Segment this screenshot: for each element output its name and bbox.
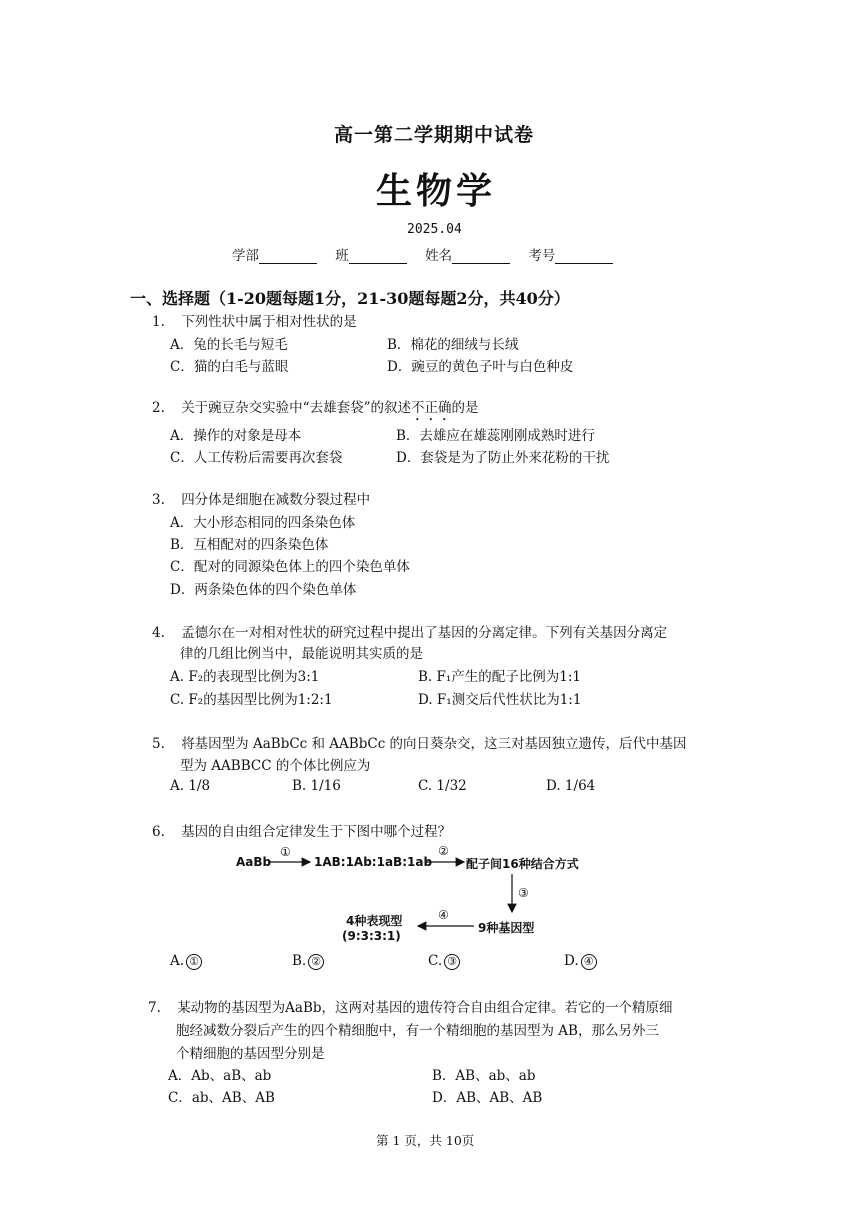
question-6 <box>152 820 451 840</box>
exam-title: 高一第二学期期中试卷 <box>334 124 535 146</box>
q5-option-c[interactable]: C. 1/32 <box>418 778 467 794</box>
diagram-genotypes: 9种基因型 <box>478 921 535 935</box>
q1-option-a[interactable]: A．兔的长毛与短毛 <box>170 337 288 353</box>
field-name-blank[interactable] <box>452 251 510 264</box>
question-number: 4. <box>152 625 165 641</box>
emphasized-text: 不正确 <box>411 400 452 416</box>
question-7 <box>148 996 673 1016</box>
q2-option-d[interactable]: D．套袋是为了防止外来花粉的干扰 <box>396 450 610 466</box>
step-marker: ① <box>186 954 202 970</box>
question-stem-line: 孟德尔在一对相对性状的研究过程中提出了基因的分离定律。下列有关基因分离定 <box>181 625 668 641</box>
field-department-label: 学部 <box>232 248 259 264</box>
question-number: 2. <box>152 400 165 416</box>
q6-option-b[interactable] <box>292 953 324 970</box>
stem-part: 的是 <box>451 400 479 416</box>
page-footer: 第 1 页，共 10页 <box>376 1133 475 1148</box>
q6-option-c[interactable] <box>428 953 460 970</box>
q4-option-a[interactable]: A. F₂的表现型比例为3:1 <box>170 669 320 685</box>
q2-option-a[interactable]: A．操作的对象是母本 <box>170 428 302 444</box>
q6-option-d[interactable] <box>564 953 597 970</box>
question-number: 1. <box>152 314 165 330</box>
q3-option-d[interactable]: D．两条染色体的四个染色单体 <box>170 582 357 598</box>
q2-option-b[interactable]: B．去雄应在雄蕊刚刚成熟时进行 <box>396 428 595 444</box>
diagram-step-1-label: ① <box>280 845 291 859</box>
question-1 <box>152 310 357 330</box>
subject-title: 生物学 <box>376 170 497 212</box>
field-class-blank[interactable] <box>349 251 407 264</box>
question-3 <box>152 488 370 508</box>
question-stem: 下列性状中属于相对性状的是 <box>181 314 357 330</box>
q1-option-d[interactable]: D．豌豆的黄色子叶与白色种皮 <box>387 359 574 375</box>
question-7-line2: 胞经减数分裂后产生的四个精细胞中，有一个精细胞的基因型为 AB，那么另外三 <box>176 1023 659 1039</box>
option-letter: D. <box>564 953 579 969</box>
field-department-blank[interactable] <box>259 251 317 264</box>
q5-option-d[interactable]: D. 1/64 <box>546 778 596 794</box>
q3-option-a[interactable]: A．大小形态相同的四条染色体 <box>170 515 356 531</box>
field-class-label: 班 <box>335 248 349 264</box>
step-marker: ④ <box>581 954 597 970</box>
question-stem: 基因的自由组合定律发生于下图中哪个过程？ <box>181 824 452 840</box>
q5-option-a[interactable]: A. 1/8 <box>170 778 211 794</box>
option-letter: C. <box>428 953 443 969</box>
q4-option-b[interactable]: B. F₁产生的配子比例为1:1 <box>418 669 582 685</box>
question-7-line3: 个精细胞的基因型分别是 <box>176 1046 325 1062</box>
student-info-fields <box>232 244 613 264</box>
diagram-phenotypes: 4种表现型 <box>346 914 403 928</box>
diagram-gametes: 1AB:1Ab:1aB:1ab <box>314 855 433 869</box>
question-number: 3. <box>152 492 165 508</box>
q5-option-b[interactable]: B. 1/16 <box>292 778 341 794</box>
q2-option-c[interactable]: C．人工传粉后需要再次套袋 <box>170 450 343 466</box>
diagram-combinations: 配子间16种结合方式 <box>466 857 579 871</box>
question-stem-line: 将基因型为 AaBbCc 和 AABbCc 的向日葵杂交，这三对基因独立遗传，后代中基因 <box>181 736 687 752</box>
q7-option-b[interactable]: B．AB、ab、ab <box>432 1068 536 1084</box>
q4-option-d[interactable]: D. F₁测交后代性状比为1:1 <box>418 692 582 708</box>
question-number: 5. <box>152 736 165 752</box>
question-4 <box>152 621 667 641</box>
q3-option-c[interactable]: C．配对的同源染色体上的四个染色单体 <box>170 559 410 575</box>
question-number: 7. <box>148 1000 161 1016</box>
step-marker: ② <box>308 954 324 970</box>
question-number: 6. <box>152 824 165 840</box>
diagram-step-4-label: ④ <box>438 908 449 922</box>
question-5-line2: 型为 AABBCC 的个体比例应为 <box>180 758 371 774</box>
inheritance-process-diagram <box>230 840 590 950</box>
field-exam-no-blank[interactable] <box>555 251 613 264</box>
q3-option-b[interactable]: B．互相配对的四条染色体 <box>170 537 329 553</box>
option-letter: B. <box>292 953 307 969</box>
option-letter: A. <box>170 953 185 969</box>
question-4-line2: 律的几组比例当中，最能说明其实质的是 <box>180 646 423 662</box>
diagram-step-3-label: ③ <box>518 886 529 900</box>
question-stem: 四分体是细胞在减数分裂过程中 <box>181 492 371 508</box>
q7-option-a[interactable]: A．Ab、aB、ab <box>168 1068 272 1084</box>
diagram-step-2-label: ② <box>438 844 449 858</box>
stem-part: 关于豌豆杂交实验中“去雄套袋”的叙述 <box>181 400 411 416</box>
q4-option-c[interactable]: C. F₂的基因型比例为1:2:1 <box>170 692 333 708</box>
exam-date: 2025.04 <box>407 222 462 237</box>
question-2 <box>152 396 479 424</box>
diagram-phenotype-ratio: (9:3:3:1) <box>342 929 401 943</box>
question-stem <box>181 400 478 416</box>
q6-option-a[interactable] <box>170 953 202 970</box>
diagram-parent-genotype: AaBb <box>236 855 272 869</box>
section-heading: 一、选择题（1-20题每题1分，21-30题每题2分，共40分） <box>130 289 570 308</box>
field-exam-no-label: 考号 <box>528 248 556 264</box>
q1-option-c[interactable]: C．猫的白毛与蓝眼 <box>170 359 289 375</box>
q7-option-c[interactable]: C．ab、AB、AB <box>168 1090 275 1106</box>
question-5 <box>152 732 687 752</box>
q1-option-b[interactable]: B．棉花的细绒与长绒 <box>387 337 519 353</box>
q7-option-d[interactable]: D．AB、AB、AB <box>432 1090 543 1106</box>
question-stem-line: 某动物的基因型为AaBb，这两对基因的遗传符合自由组合定律。若它的一个精原细 <box>177 1000 673 1016</box>
field-name-label: 姓名 <box>425 248 453 264</box>
step-marker: ③ <box>444 954 460 970</box>
